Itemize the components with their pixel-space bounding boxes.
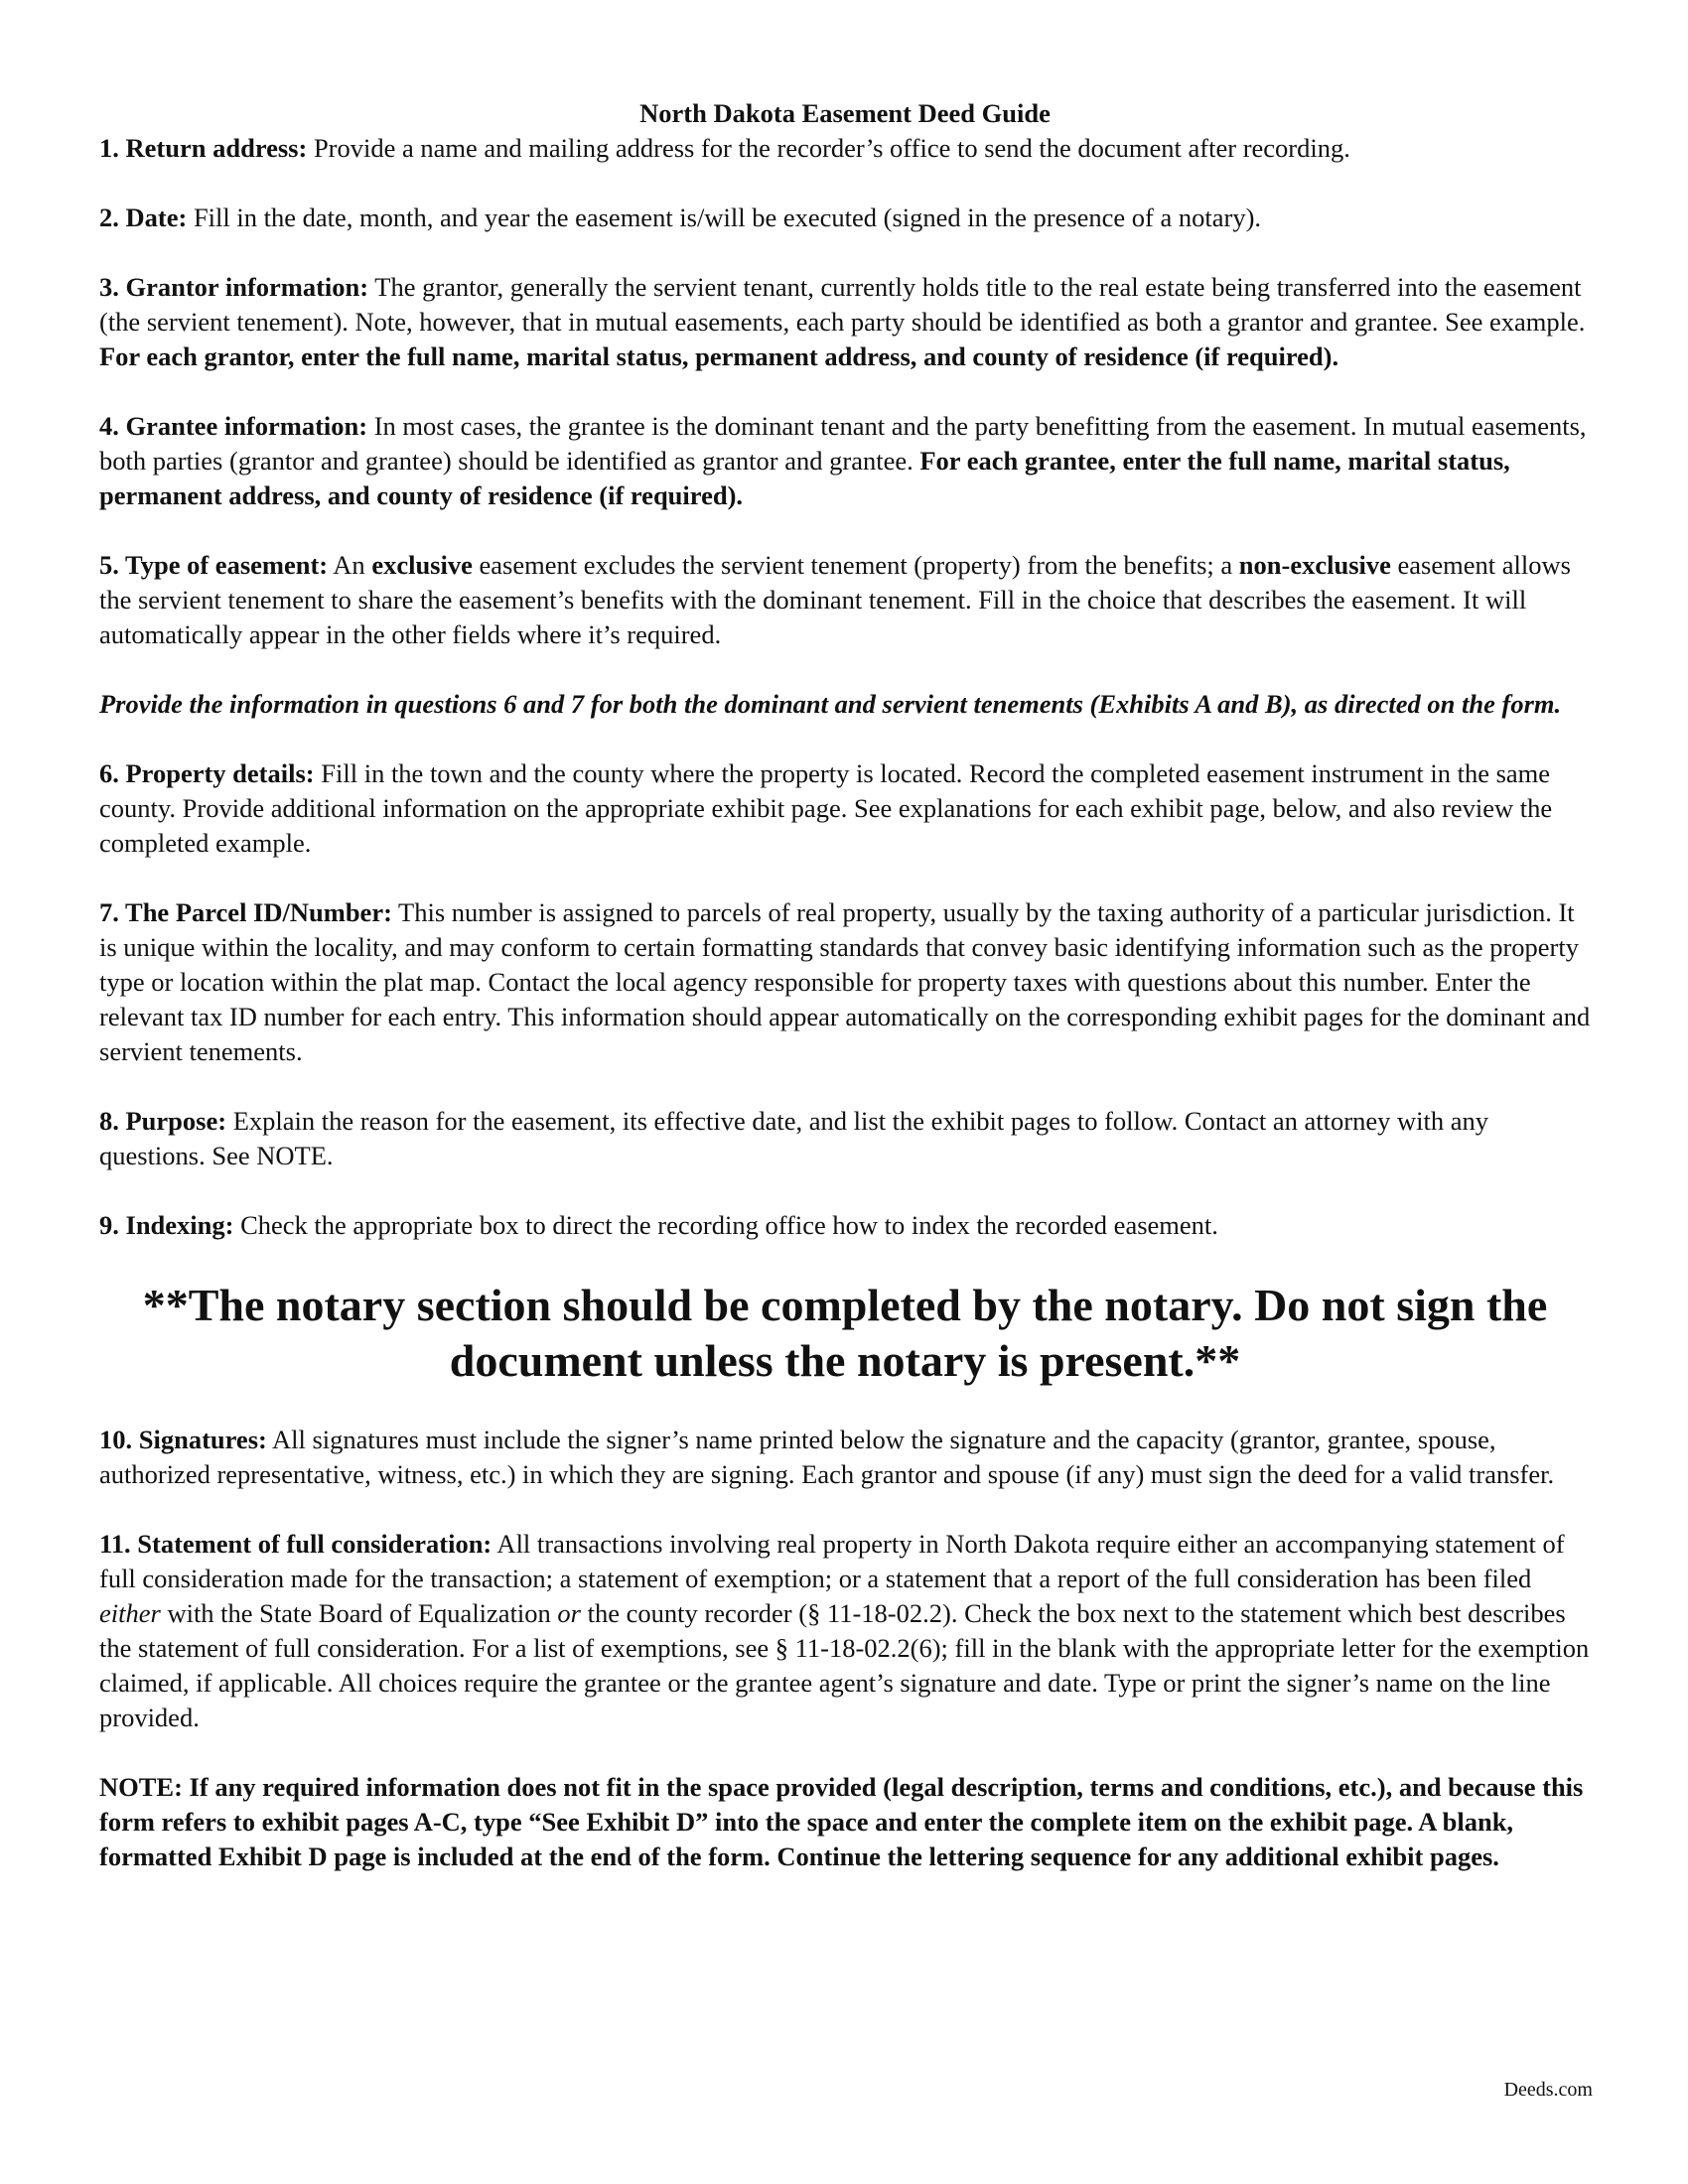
item-text: The grantor, generally the servient tenant, currently holds title to the real estate being transferred into the easement (the servient tenement). Note, however, that in mutual easements, each party should be identified as both a grantor and grantee. See example. <box>99 272 1586 337</box>
term-non-exclusive: non-exclusive <box>1238 550 1391 580</box>
item-indexing <box>99 1208 1591 1243</box>
item-label: 4. Grantee information: <box>99 411 368 441</box>
item-text: easement allows the servient tenement to share the easement’s benefits with the dominant tenement. Fill in the choice that describes the easement. It will automatically appear in the other fields where it’s required. <box>99 550 1571 649</box>
item-text: Fill in the town and the county where the property is located. Record the completed easement instrument in the same county. Provide additional information on the appropriate exhibit page. See explanations for each exhibit page, below, and also review the completed example. <box>99 758 1553 858</box>
item-text: Fill in the date, month, and year the easement is/will be executed (signed in the presence of a notary). <box>187 203 1262 232</box>
emphasis-or: or <box>557 1598 581 1628</box>
emphasis-either: either <box>99 1598 161 1628</box>
item-bold-text: For each grantor, enter the full name, marital status, permanent address, and county of residence (if required). <box>99 341 1339 371</box>
item-bold-text: For each grantee, enter the full name, marital status, permanent address, and county of residence (if required). <box>99 446 1510 510</box>
item-grantor-information <box>99 270 1591 374</box>
item-label: 1. Return address: <box>99 133 308 163</box>
footer-deeds-com: Deeds.com <box>1503 2079 1593 2101</box>
item-type-of-easement <box>99 548 1591 652</box>
item-text: Provide a name and mailing address for the recorder’s office to send the document after recording. <box>307 133 1350 163</box>
item-text: the county recorder (§ 11-18-02.2). Check the box next to the statement which best describes the statement of full consideration. For a list of exemptions, see § 11-18-02.2(6); fill in the blank with the appropriate letter for the exemption claimed, if applicable. All choices require the grantee or the grantee agent’s signature and date. Type or print the signer’s name on the line provided. <box>99 1598 1590 1732</box>
guide-content <box>99 96 1591 1909</box>
item-label: 7. The Parcel ID/Number: <box>99 897 392 927</box>
item-label: 3. Grantor information: <box>99 272 369 302</box>
item-text: easement excludes the servient tenement (property) from the benefits; a <box>472 550 1239 580</box>
exhibit-note: NOTE: If any required information does not fit in the space provided (legal description, terms and conditions, etc.), and because this form refers to exhibit pages A-C, type “See Exhibit D” into the space and enter the complete item on the exhibit page. A blank, formatted Exhibit D page is included at the end of the form. Continue the lettering sequence for any additional exhibit pages. <box>99 1772 1584 1871</box>
page-title: North Dakota Easement Deed Guide <box>639 98 1051 128</box>
item-text: An <box>328 550 372 580</box>
item-label: 8. Purpose: <box>99 1106 227 1136</box>
item-grantee-information <box>99 409 1591 513</box>
instruction-note <box>99 687 1591 722</box>
item-text: with the State Board of Equalization <box>160 1598 558 1628</box>
item-text: Explain the reason for the easement, its effective date, and list the exhibit pages to follow. Contact an attorney with any questions. See NOTE. <box>99 1106 1488 1170</box>
instruction-text: Provide the information in questions 6 and 7 for both the dominant and servient tenements (Exhibits A and B), as directed on the form. <box>99 689 1562 719</box>
item-text: In most cases, the grantee is the dominant tenant and the party benefitting from the easement. In mutual easements, both parties (grantor and grantee) should be identified as grantor and grantee. <box>99 411 1587 476</box>
item-label: 5. Type of easement: <box>99 550 329 580</box>
item-purpose <box>99 1104 1591 1173</box>
item-label: 11. Statement of full consideration: <box>99 1529 492 1559</box>
item-property-details <box>99 756 1591 861</box>
item-text: This number is assigned to parcels of real property, usually by the taxing authority of a particular jurisdiction. It is unique within the locality, and may conform to certain formatting standards that convey basic identifying information such as the property type or location within the plat map. Contact the local agency responsible for property taxes with questions about this number. Enter the relevant tax ID number for each entry. This information should appear automatically on the corresponding exhibit pages for the dominant and servient tenements. <box>99 897 1591 1066</box>
item-date <box>99 201 1591 235</box>
item-signatures <box>99 1423 1591 1492</box>
item-parcel-id <box>99 895 1591 1069</box>
item-label: 10. Signatures: <box>99 1425 267 1454</box>
item-label: 2. Date: <box>99 203 188 232</box>
item-return-address <box>99 131 1591 166</box>
item-text: All transactions involving real property in North Dakota require either an accompanying statement of full consideration made for the transaction; a statement of exemption; or a statement that a report of the full consideration has been filed <box>99 1529 1565 1593</box>
notary-notice: **The notary section should be completed by the notary. Do not sign the document unless the notary is present.** <box>142 1280 1548 1386</box>
item-label: 9. Indexing: <box>99 1210 234 1240</box>
item-label: 6. Property details: <box>99 758 315 788</box>
item-text: All signatures must include the signer’s name printed below the signature and the capacity (grantor, grantee, spouse, authorized representative, witness, etc.) in which they are signing. Each grantor and spouse (if any) must sign the deed for a valid transfer. <box>99 1425 1555 1489</box>
item-full-consideration <box>99 1527 1591 1735</box>
term-exclusive: exclusive <box>371 550 473 580</box>
item-text: Check the appropriate box to direct the recording office how to index the recorded easement. <box>233 1210 1218 1240</box>
